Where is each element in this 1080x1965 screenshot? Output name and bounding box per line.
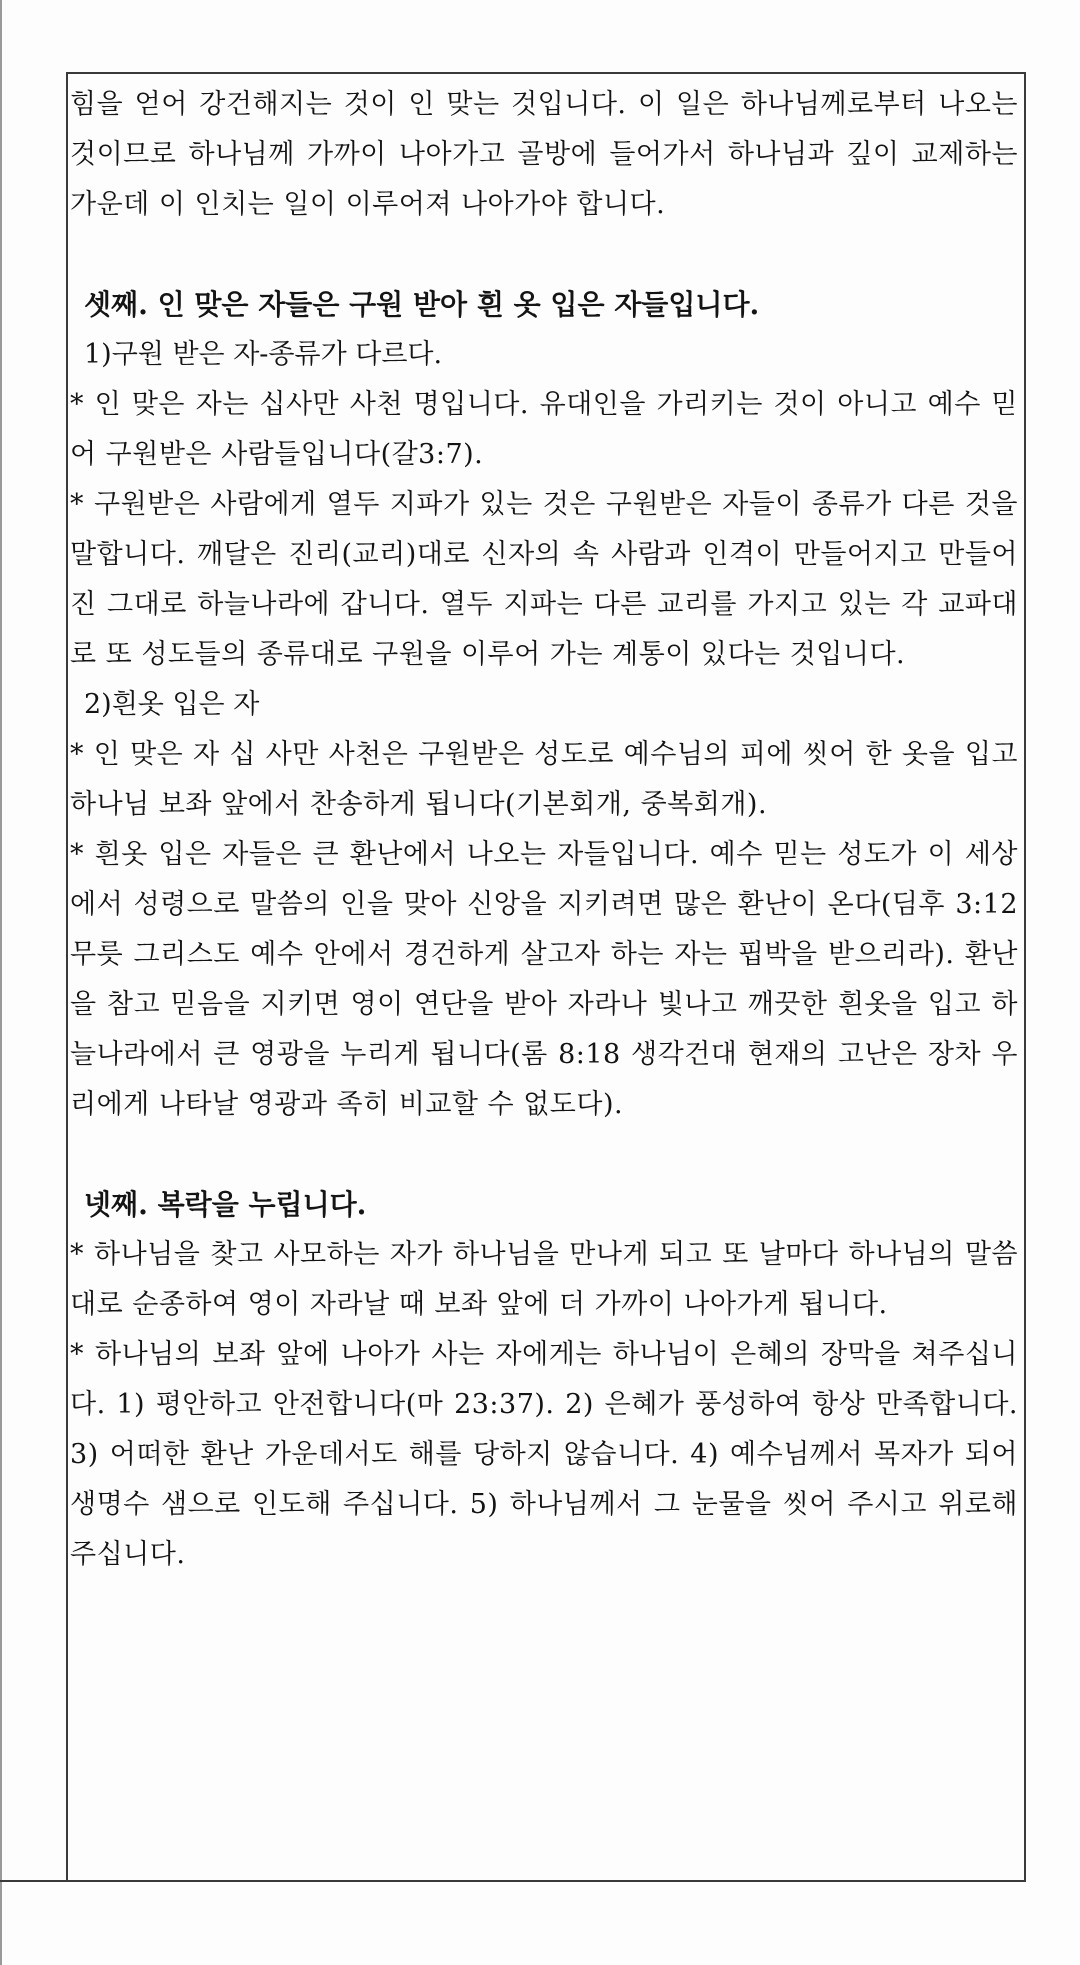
frame-border-right [1024, 72, 1026, 1882]
section3-heading: 셋째. 인 맞은 자들은 구원 받아 흰 옷 입은 자들입니다. [84, 288, 760, 321]
frame-border-bottom [0, 1880, 1026, 1882]
section3-sub2-heading: 2)흰옷 입은 자 [84, 689, 260, 720]
frame-border-top [66, 72, 1026, 74]
frame-border-left [66, 72, 68, 1882]
section-spacer [70, 1130, 1018, 1180]
section3-sub1-heading: 1)구원 받은 자-종류가 다르다. [84, 339, 443, 370]
section4-bullet: * 하나님의 보좌 앞에 나아가 사는 자에게는 하나님이 은혜의 장막을 쳐주십니다. 1) 평안하고 안전합니다(마 23:37). 2) 은혜가 풍성하여 항상 만족합니다. 3) 어떠한 환난 가운데서도 해를 당하지 않습니다. 4) 예수님께서 목자가 되어 생명수 샘으로 인도해 주십니다. 5) 하나님께서 그 눈물을 씻어 주시고 위로해 주십니다. [70, 1339, 1018, 1570]
section3-sub1-bullet: * 인 맞은 자는 십사만 사천 명입니다. 유대인을 가리키는 것이 아니고 예수 믿어 구원받은 사람들입니다(갈3:7). [70, 389, 1018, 470]
section3-sub2-bullet: * 흰옷 입은 자들은 큰 환난에서 나오는 자들입니다. 예수 믿는 성도가 이 세상에서 성령으로 말씀의 인을 맞아 신앙을 지키려면 많은 환난이 온다(딤후 3:12 무릇 그리스도 예수 안에서 경건하게 살고자 하는 자는 핍박을 받으리라). 환난을 참고 믿음을 지키면 영이 연단을 받아 자라나 빛나고 깨끗한 흰옷을 입고 하늘나라에서 큰 영광을 누리게 됩니다(롬 8:18 생각건대 현재의 고난은 장차 우리에게 나타날 영광과 족히 비교할 수 없도다). [70, 839, 1018, 1120]
document-body [70, 80, 1018, 1580]
intro-paragraph: 힘을 얻어 강건해지는 것이 인 맞는 것입니다. 이 일은 하나님께로부터 나오는 것이므로 하나님께 가까이 나아가고 골방에 들어가서 하나님과 깊이 교제하는 가운데 이 인치는 일이 이루어져 나아가야 합니다. [70, 89, 1018, 220]
section4-bullet: * 하나님을 찾고 사모하는 자가 하나님을 만나게 되고 또 날마다 하나님의 말씀대로 순종하여 영이 자라날 때 보좌 앞에 더 가까이 나아가게 됩니다. [70, 1239, 1018, 1320]
section3-sub1-bullet: * 구원받은 사람에게 열두 지파가 있는 것은 구원받은 자들이 종류가 다른 것을 말합니다. 깨달은 진리(교리)대로 신자의 속 사람과 인격이 만들어지고 만들어진 그대로 하늘나라에 갑니다. 열두 지파는 다른 교리를 가지고 있는 각 교파대로 또 성도들의 종류대로 구원을 이루어 가는 계통이 있다는 것입니다. [70, 489, 1018, 670]
page-left-edge [0, 0, 2, 1965]
section4-heading: 넷째. 복락을 누립니다. [84, 1188, 367, 1221]
section3-sub2-bullet: * 인 맞은 자 십 사만 사천은 구원받은 성도로 예수님의 피에 씻어 한 옷을 입고 하나님 보좌 앞에서 찬송하게 됩니다(기본회개, 중복회개). [70, 739, 1018, 820]
section-spacer [70, 230, 1018, 280]
